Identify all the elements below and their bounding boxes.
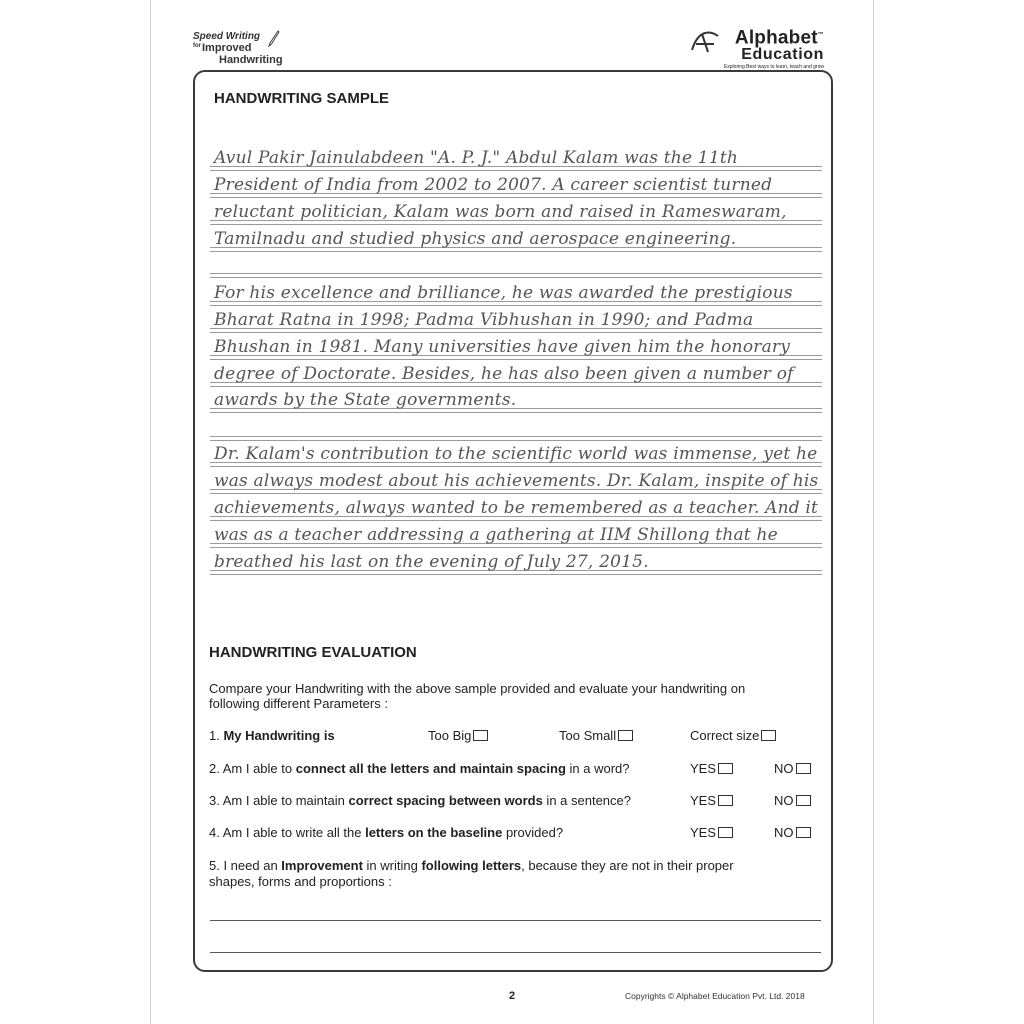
sample-line: For his excellence and brilliance, he was awarded the prestigious bbox=[214, 283, 793, 303]
option-correct-size-label: Correct size bbox=[690, 728, 760, 743]
trademark: ™ bbox=[817, 32, 824, 38]
q2-yes-label: YES bbox=[690, 761, 717, 776]
publisher-name1: Alphabet bbox=[734, 27, 818, 49]
base-line bbox=[210, 574, 822, 575]
q3-pre: 3. Am I able to maintain bbox=[209, 793, 349, 808]
option-too-big-label: Too Big bbox=[428, 728, 472, 743]
answer-line-2[interactable] bbox=[210, 952, 821, 953]
q4-yes-label: YES bbox=[690, 825, 717, 840]
sample-line: was as a teacher addressing a gathering at IIM Shillong that he bbox=[214, 525, 778, 545]
base-line bbox=[210, 440, 822, 441]
base-line bbox=[210, 277, 822, 278]
guide-line bbox=[210, 436, 822, 437]
sample-line: reluctant politician, Kalam was born and raised in Rameswaram, bbox=[214, 202, 787, 222]
series-line1: Speed Writing bbox=[193, 31, 261, 42]
base-line bbox=[210, 170, 822, 171]
publisher-logo bbox=[724, 26, 824, 70]
question-2 bbox=[209, 761, 630, 776]
sample-title: HANDWRITING SAMPLE bbox=[214, 90, 389, 107]
q4-yes-checkbox[interactable] bbox=[718, 827, 733, 838]
base-line bbox=[210, 412, 822, 413]
copyright: Copyrights © Alphabet Education Pvt. Ltd. 2018 bbox=[625, 991, 805, 1001]
q1-number: 1. bbox=[209, 728, 224, 743]
q4-post: provided? bbox=[502, 825, 564, 840]
publisher-tagline: Exploring Best ways to learn, teach and grow bbox=[723, 64, 824, 71]
q4-pre: 4. Am I able to write all the bbox=[209, 825, 366, 840]
sample-line: breathed his last on the evening of July 27, 2015. bbox=[214, 552, 649, 572]
too-big-checkbox[interactable] bbox=[473, 730, 488, 741]
q3-no-label: NO bbox=[774, 793, 794, 808]
question-4 bbox=[209, 825, 563, 840]
sample-line: Bhushan in 1981. Many universities have given him the honorary bbox=[214, 337, 791, 357]
evaluation-intro-2: following different Parameters : bbox=[209, 696, 388, 711]
series-line2: Improved bbox=[202, 42, 252, 54]
sample-line: Tamilnadu and studied physics and aerospace engineering. bbox=[214, 229, 737, 249]
q2-no bbox=[774, 761, 811, 776]
sample-line: Bharat Ratna in 1998; Padma Vibhushan in 1990; and Padma bbox=[214, 310, 754, 330]
evaluation-title: HANDWRITING EVALUATION bbox=[209, 644, 417, 661]
q5-mid: in writing bbox=[362, 858, 422, 873]
option-too-small bbox=[559, 728, 633, 743]
q2-no-checkbox[interactable] bbox=[796, 763, 811, 774]
base-line bbox=[210, 386, 822, 387]
sample-line: President of India from 2002 to 2007. A career scientist turned bbox=[214, 175, 773, 195]
question-1 bbox=[209, 728, 335, 743]
q4-no bbox=[774, 825, 811, 840]
q3-yes bbox=[690, 793, 733, 808]
q2-yes-checkbox[interactable] bbox=[718, 763, 733, 774]
base-line bbox=[210, 224, 822, 225]
sample-line: awards by the State governments. bbox=[214, 390, 517, 410]
sample-line: Avul Pakir Jainulabdeen "A. P. J." Abdul Kalam was the 11th bbox=[214, 148, 739, 168]
q4-bold: letters on the baseline bbox=[365, 825, 503, 840]
question-3 bbox=[209, 793, 631, 808]
q4-no-label: NO bbox=[774, 825, 794, 840]
question-5-line2: shapes, forms and proportions : bbox=[209, 874, 392, 889]
alphabet-logo-icon bbox=[688, 26, 722, 56]
q5-post: , because they are not in their proper bbox=[521, 858, 734, 873]
q4-no-checkbox[interactable] bbox=[796, 827, 811, 838]
base-line bbox=[210, 359, 822, 360]
base-line bbox=[210, 305, 822, 306]
sample-line: was always modest about his achievements. Dr. Kalam, inspite of his bbox=[214, 471, 819, 491]
base-line bbox=[210, 251, 822, 252]
correct-size-checkbox[interactable] bbox=[761, 730, 776, 741]
base-line bbox=[210, 520, 822, 521]
series-line3: Handwriting bbox=[219, 54, 283, 66]
question-5 bbox=[209, 858, 734, 873]
q2-pre: 2. Am I able to bbox=[209, 761, 296, 776]
q4-yes bbox=[690, 825, 733, 840]
q3-bold: correct spacing between words bbox=[348, 793, 543, 808]
page-number: 2 bbox=[509, 990, 516, 1002]
pen-icon bbox=[266, 30, 280, 48]
too-small-checkbox[interactable] bbox=[618, 730, 633, 741]
q2-post: in a word? bbox=[565, 761, 630, 776]
base-line bbox=[210, 332, 822, 333]
base-line bbox=[210, 493, 822, 494]
q2-no-label: NO bbox=[774, 761, 794, 776]
q3-yes-label: YES bbox=[690, 793, 717, 808]
sample-line: Dr. Kalam's contribution to the scientific world was immense, yet he bbox=[214, 444, 818, 464]
option-too-small-label: Too Small bbox=[559, 728, 617, 743]
q1-bold: My Handwriting is bbox=[223, 728, 335, 743]
guide-line bbox=[210, 273, 822, 274]
q3-no bbox=[774, 793, 811, 808]
option-correct-size bbox=[690, 728, 776, 743]
evaluation-intro-1: Compare your Handwriting with the above sample provided and evaluate your handwriting on bbox=[209, 681, 746, 696]
q5-bold-2: following letters bbox=[421, 858, 522, 873]
series-small: for bbox=[193, 43, 201, 49]
q2-bold: connect all the letters and maintain spacing bbox=[295, 761, 566, 776]
base-line bbox=[210, 547, 822, 548]
q3-no-checkbox[interactable] bbox=[796, 795, 811, 806]
publisher-name2: Education bbox=[741, 46, 824, 64]
q3-yes-checkbox[interactable] bbox=[718, 795, 733, 806]
answer-line-1[interactable] bbox=[210, 920, 821, 921]
option-too-big bbox=[428, 728, 488, 743]
q5-pre: 5. I need an bbox=[209, 858, 282, 873]
base-line bbox=[210, 197, 822, 198]
base-line bbox=[210, 466, 822, 467]
q2-yes bbox=[690, 761, 733, 776]
sample-line: degree of Doctorate. Besides, he has also been given a number of bbox=[214, 364, 794, 384]
q5-bold-1: Improvement bbox=[281, 858, 363, 873]
q3-post: in a sentence? bbox=[542, 793, 631, 808]
sample-line: achievements, always wanted to be remembered as a teacher. And it bbox=[214, 498, 818, 518]
